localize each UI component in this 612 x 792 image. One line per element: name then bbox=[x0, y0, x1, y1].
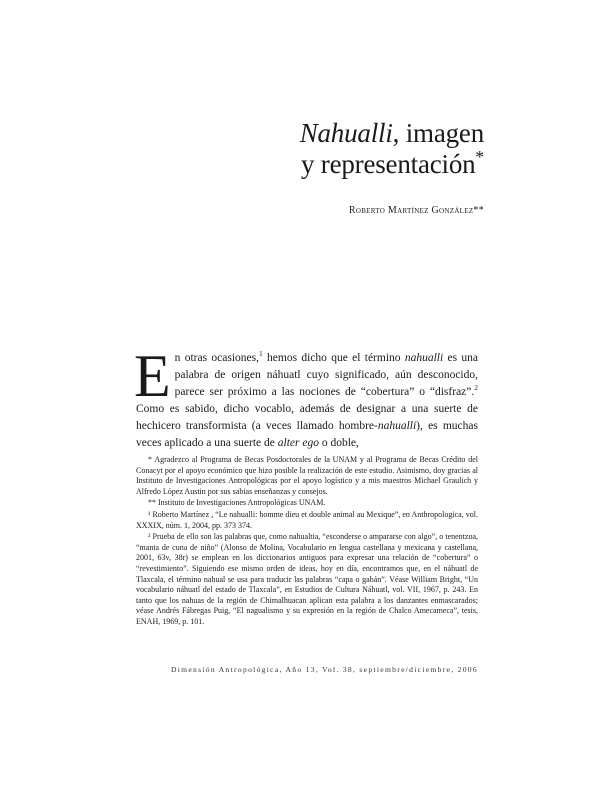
running-footer: Dimensión Antropológica, Año 13, Vol. 38, septiembre/diciembre, 2006 bbox=[170, 665, 478, 674]
footnote: ² Prueba de ello son las palabras que, como nahualtia, “esconderse o ampararse con algo”, o tenentzoa, “manta de cuna de niño” (Alonso de Molina, Vocabulario en lengua castellana y mexicana y castellana, 2001, 63v, 38r) se emplean en los diccionarios antiguos para expresar una relación de “cobertura” o “revestimiento”. Siguiendo ese mismo orden de ideas, hoy en día, encontramos que, en el náhuatl de Tlaxcala, el término nahual se usa para traducir las palabras “capa o gabán”. Véase William Bright, “Un vocabulario náhuatl del estado de Tlaxcala”, en Estudios de Cultura Náhuatl, vol. VII, 1967, p. 243. En tanto que los nahuas de la región de Chimalhuacan aplican esta palabra a los danzantes enmascarados; véase Andrés Fábregas Puig, “El nagualismo y su expresión en la región de Chalco Amecameca”, tesis, ENAH, 1969, p. 101. bbox=[136, 532, 478, 626]
title-rest: , imagen bbox=[392, 118, 484, 148]
body-term-2: nahualli bbox=[377, 420, 417, 432]
footnotes bbox=[136, 455, 478, 629]
body-text-a: n otras ocasiones, bbox=[174, 352, 259, 364]
article-title bbox=[300, 118, 484, 180]
footnote: ¹ Roberto Martínez , “Le nahualli: homme dieu et double animal au Mexique”, en Anthropologica, vol. XXXIX, núm. 1, 2004, pp. 373 374. bbox=[136, 509, 478, 530]
body-text-f: o doble, bbox=[318, 437, 359, 449]
title-marker: * bbox=[475, 147, 484, 167]
body-term-3: alter ego bbox=[277, 437, 319, 449]
body-term-1: nahualli bbox=[404, 352, 444, 364]
body-text-e: ), es muchas veces aplicado a una suerte de bbox=[136, 420, 478, 449]
body-text-d: Como es sabido, dicho vocablo, además de designar a una suerte de hechicero transformista (a veces llamado hombre- bbox=[136, 403, 478, 432]
body-text-b: hemos dicho que el término bbox=[262, 352, 405, 364]
title-italic: Nahualli bbox=[299, 118, 393, 148]
title-line2-text: y representación bbox=[300, 149, 476, 179]
footnote: * Agradezco al Programa de Becas Posdoctorales de la UNAM y al Programa de Becas Crédito del Conacyt por el apoyo económico que hizo posible la realización de este estudio. Asimismo, doy gracias al Instituto de Investigaciones Antropológicas por el apoyo logístico y a mis maestros Michael Graulich y Alfredo López Austin por sus sabias enseñanzas y consejos. bbox=[136, 455, 478, 496]
footnote-ref-1[interactable]: 1 bbox=[258, 349, 263, 359]
drop-cap: E bbox=[134, 343, 171, 409]
footnote-ref-2[interactable]: 2 bbox=[474, 383, 478, 393]
title-line-2 bbox=[300, 149, 484, 180]
body-paragraph bbox=[134, 343, 478, 452]
footnote: ** Instituto de Investigaciones Antropológicas UNAM. bbox=[148, 498, 326, 508]
body-text-c: es una palabra de origen náhuatl cuyo significado, aún desconocido, parece ser próximo a las nociones de “cobertura” o “disfraz”. bbox=[174, 352, 478, 398]
author-name: Roberto Martínez González** bbox=[348, 205, 484, 216]
title-line-1 bbox=[300, 118, 484, 149]
